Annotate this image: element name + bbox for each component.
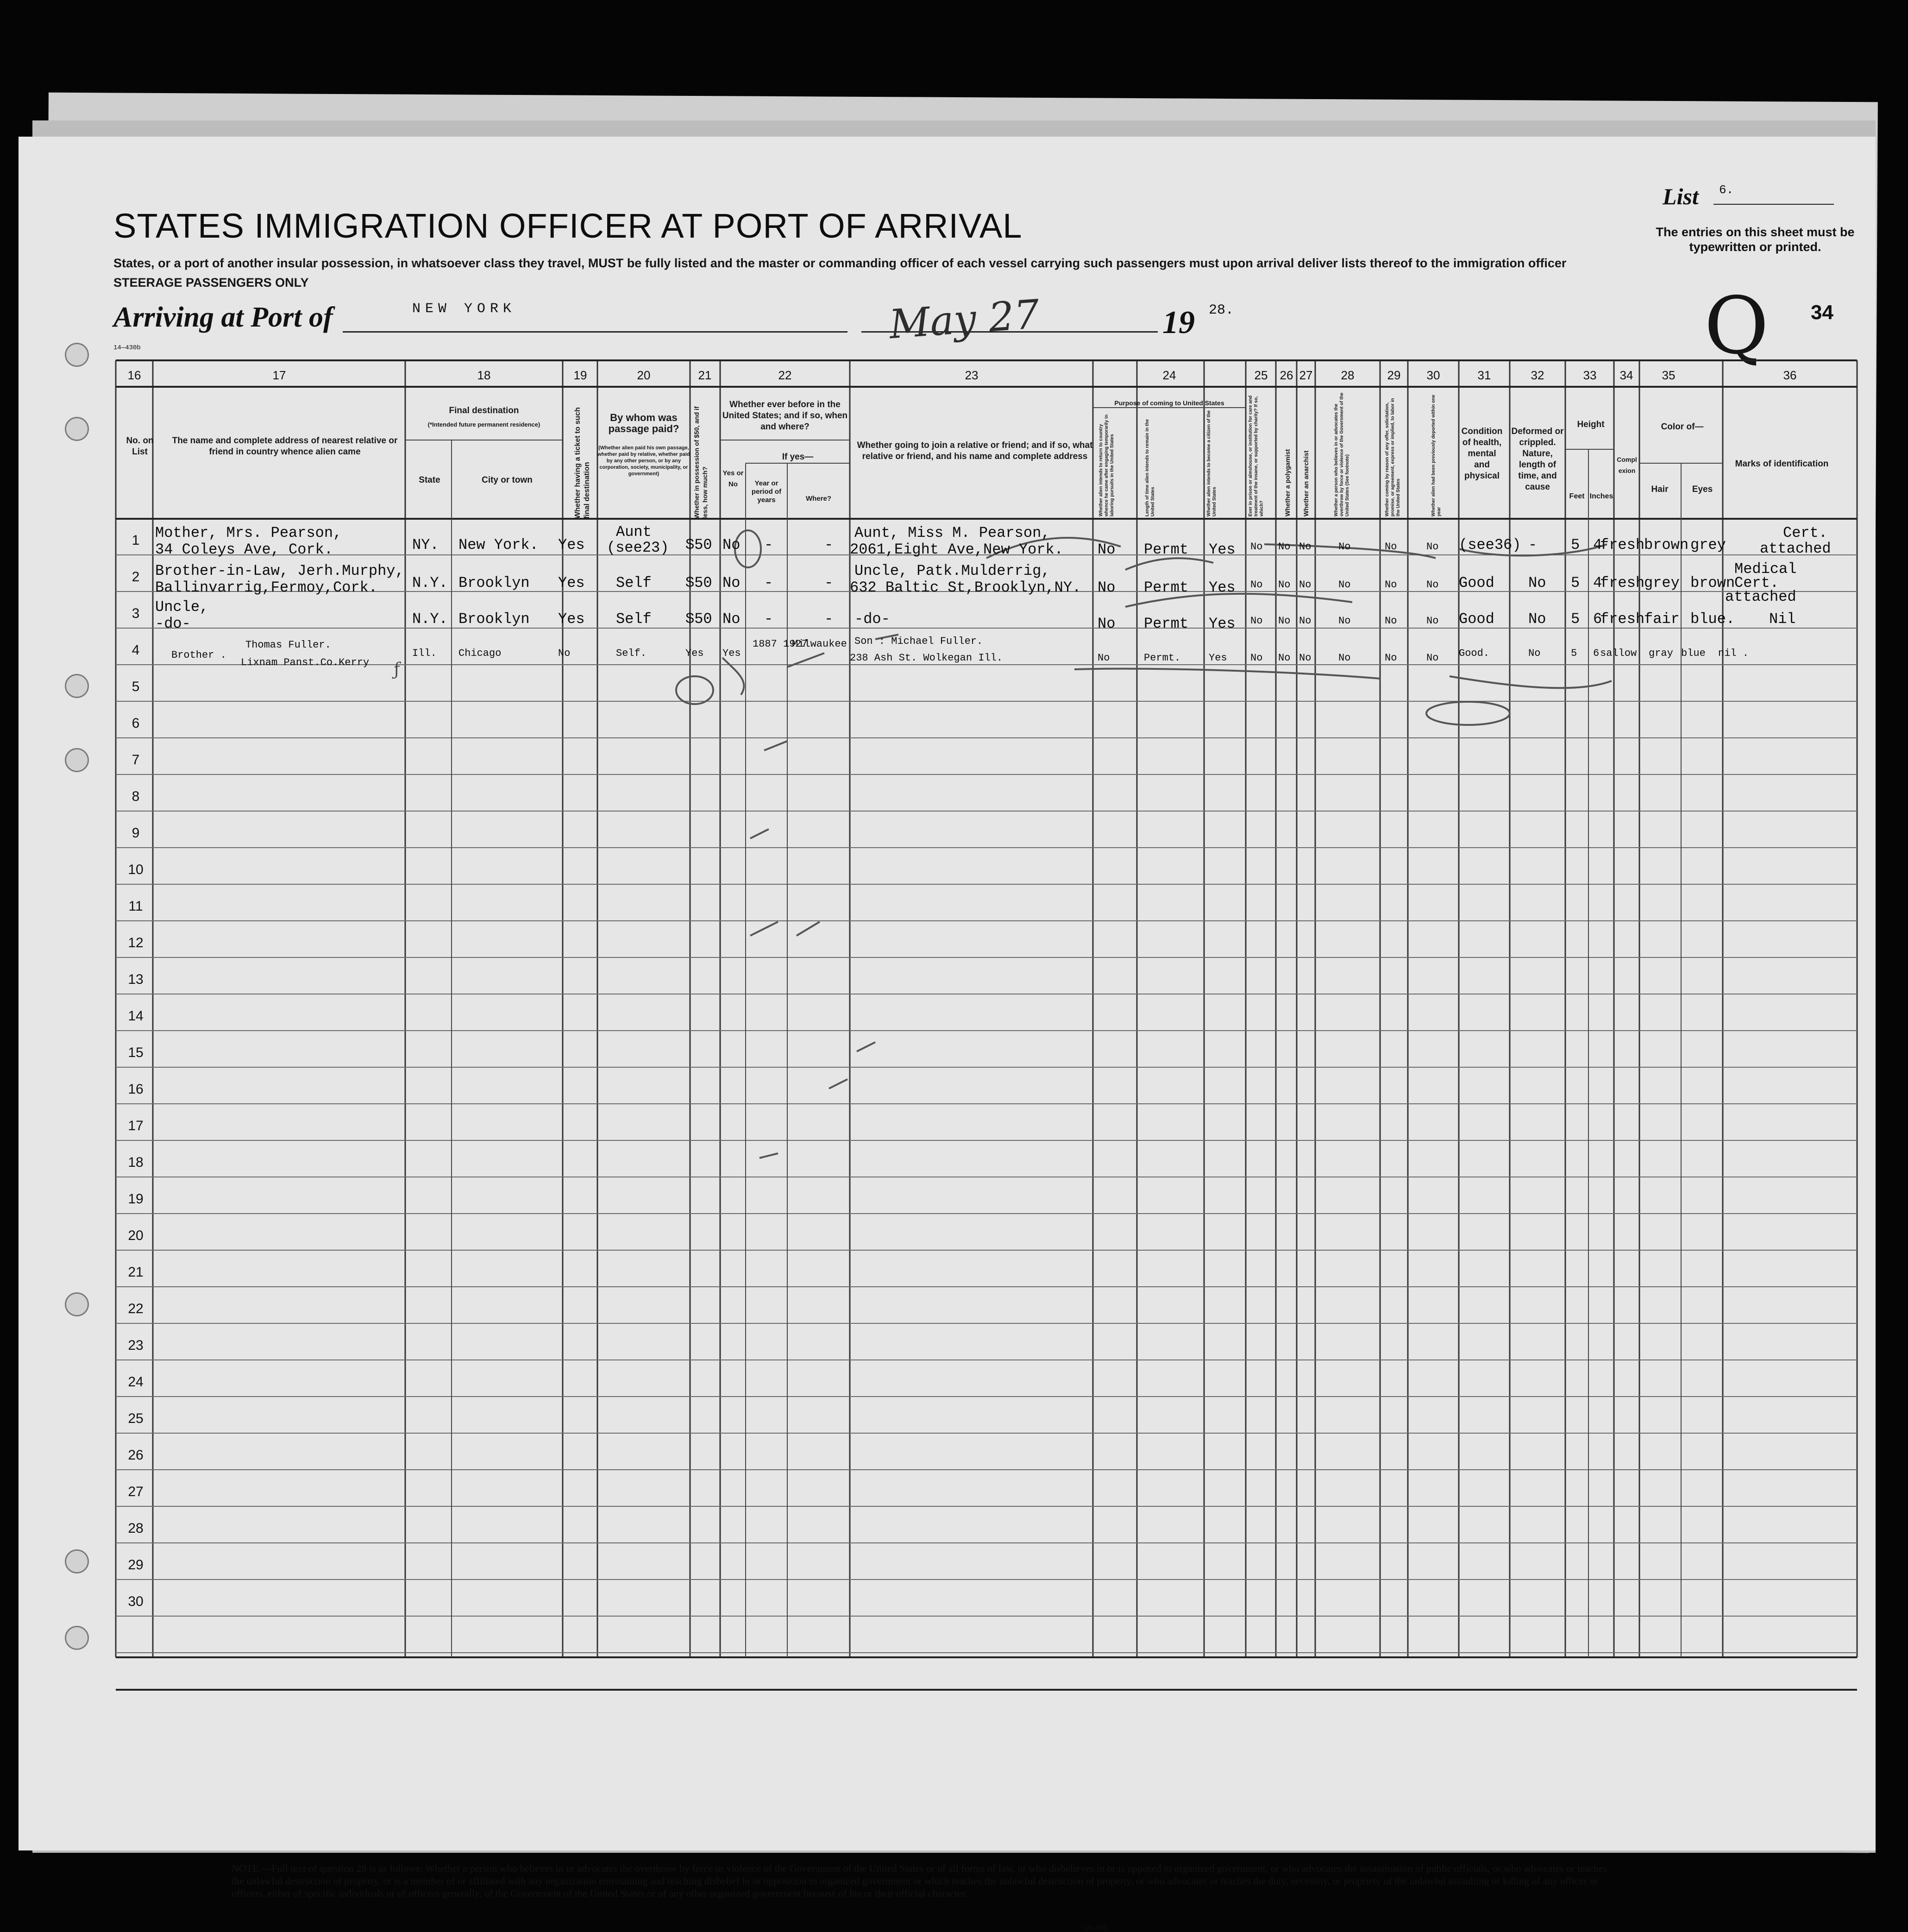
header-yes-no: Yes or No [722,469,744,488]
polygamist-value: No [1278,615,1291,627]
where-value: - [824,574,834,592]
money-value: $50 [685,610,712,628]
hair-value: grey [1644,574,1680,592]
footnote: NOTE.—Full text of question 28 is as follows: Whether a person who believes in or advocates the overthrow by force or violence of the Government of the United States or of all forms of law, or who disbelieves in or is opposed to organized government, or who advocates the assassination of public officials, or who advocates or teaches the unlawful destruction of property, or is a member of or affiliated with any organization entertaining and teaching disbelief in or opposition to organized government or which teaches the unlawful destruction of property, or who advocates or teaches the duty, necessity, or propriety of the unlawful assaulting or killing of any officer or officers, either of specific individuals or of officers generally, of the Government of the United States or of any other organized government because of his or their official character. [232,1863,1607,1899]
length-value: Permt [1144,615,1189,632]
column-number: 24 [1162,368,1176,382]
complexion-value: fresh [1600,574,1645,592]
join-relative-name: Aunt, Miss M. Pearson, [854,524,1050,541]
column-number: 31 [1477,368,1491,382]
column-number: 30 [1426,368,1440,382]
anarchist-value: No [1299,652,1312,664]
marks-value: Cert. [1783,524,1828,541]
return-value: No [1098,652,1110,664]
header-final-destination-note: (*Intended future permanent residence) [427,421,540,428]
deported-value: No [1426,615,1439,627]
header-join-relative: Whether going to join a relative or friend; and if so, what relative or friend, and his name and complete address [857,441,1093,461]
where-value: - [824,610,834,628]
city-value: Brooklyn [458,610,530,628]
ticket-value: Yes [558,574,585,592]
column-number: 20 [637,368,651,382]
deformed-value: No [1528,574,1546,592]
header-health: Condition of health, mental and physical [1461,427,1503,481]
header-eyes: Eyes [1692,485,1713,494]
header-before-us: Whether ever before in the United States; and if so, when and where? [722,400,848,432]
deported-value: No [1426,541,1439,553]
row-number: 28 [128,1521,144,1536]
header-passage-note: (Whether alien paid his own passage, whether paid by relative, whether paid by any other person, or by any corporation, society, municipality, or government) [597,445,690,477]
length-value: Permt. [1144,652,1181,664]
row-number: 10 [128,862,144,877]
relative-address: -do- [155,615,191,632]
marks-value: Nil [1769,610,1796,628]
complexion-value: fresh [1600,610,1645,628]
relative-address: Ballinvarrig,Fermoy,Cork. [155,579,378,596]
header-anarchist: Whether an anarchist [1302,450,1310,516]
eyes-value: blue [1681,648,1706,659]
header-ticket: Whether having a ticket to such final destination [574,407,591,519]
deformed-value: - [1528,536,1538,554]
row-number: 18 [128,1155,144,1170]
column-number: 33 [1583,368,1597,382]
health-value: Good [1459,610,1494,628]
inches-value: 4 [1593,536,1602,554]
marks-value: Cert. [1734,574,1779,592]
header-purpose: Purpose of coming to United States [1114,399,1224,407]
city-value: New York. [458,536,539,554]
header-city: City or town [482,475,533,485]
row-number: 29 [128,1557,144,1573]
polygamist-value: No [1278,579,1291,591]
row-number: 26 [128,1447,144,1463]
row-number: 12 [128,935,144,950]
footnote-form-number: 14—430 [1084,1925,1107,1932]
money-value: Yes [685,648,704,659]
row-number: 13 [128,972,144,987]
column-number: 28 [1341,368,1355,382]
list-number: 6. [1719,183,1734,197]
year-value: - [764,536,773,554]
anarchist-value: No [1299,615,1312,627]
health-value: (see36) [1459,536,1521,554]
header-money: Whether in possession of $50, and if less, how much? [693,406,709,519]
relative-address: Lixnam Panst.Co.Kerry [241,657,370,668]
header-overthrow: Whether a person who believes in or advocates the overthrow by force or violence of the Government of the United States (See footnote) [1334,392,1350,516]
where-value: Milwaukee [792,638,847,650]
relative-prefix: Brother . [171,649,226,661]
prison-value: No [1250,579,1263,591]
before-us-value: No [722,610,741,628]
citizen-value: Yes [1209,615,1236,632]
header-state: State [419,475,440,485]
labor-value: No [1385,615,1397,627]
row-number: 2 [132,569,140,585]
state-value: Ill. [412,648,437,659]
inches-value: 6 [1593,610,1602,628]
page-number: 34 [1811,301,1833,324]
feet-value: 5 [1571,574,1580,592]
return-value: No [1098,615,1116,632]
row-number: 9 [132,825,140,841]
column-number: 17 [272,368,286,382]
year-value: 1887 1927 [753,638,808,650]
money-value: $50 [685,536,712,554]
q-mark-handwritten: Q [1704,280,1769,372]
column-number: 21 [698,368,712,382]
header-marks: Marks of identification [1735,459,1829,469]
join-relative-name: -do- [854,610,890,628]
steerage-label: STEERAGE PASSENGERS ONLY [113,276,309,289]
header-passage: By whom was passage paid? [608,412,679,434]
join-relative-name: Son : Michael Fuller. [854,636,983,647]
header-no-on-list: No. on List [126,436,154,457]
row-number: 6 [132,716,140,731]
deported-value: No [1426,579,1439,591]
labor-value: No [1385,541,1397,553]
row-number: 1 [132,533,140,548]
header-prison: Ever in prison or almshouse, or institution for care and treatment of the insane, or supported by charity? If so, which? [1248,395,1264,516]
overthrow-value: No [1338,615,1351,627]
labor-value: No [1385,579,1397,591]
overthrow-value: No [1338,579,1351,591]
column-number: 35 [1662,368,1676,382]
relative-name: Uncle, [155,598,209,616]
header-if-yes: If yes— [782,452,814,462]
row-number: 27 [128,1484,144,1499]
row-number: 7 [132,752,140,768]
feet-value: 5 [1571,648,1577,659]
join-relative-name: Uncle, Patk.Mulderrig, [854,562,1050,579]
paid-by-value: Self. [616,648,647,659]
complexion-value: sallow [1600,648,1637,659]
relative-name: Brother-in-Law, Jerh.Murphy, [155,562,404,579]
year-value: - [764,610,773,628]
join-relative-address: 238 Ash St. Wolkegan Ill. [850,652,1003,664]
city-value: Chicago [458,648,502,659]
overthrow-value: No [1338,652,1351,664]
paid-by-value: Self [616,574,652,592]
year-value: - [764,574,773,592]
column-number: 34 [1619,368,1633,382]
column-number: 22 [778,368,792,382]
row-number: 11 [128,899,143,914]
column-number: 26 [1280,368,1293,382]
paid-by-note: (see23) [607,539,669,556]
prison-value: No [1250,615,1263,627]
header-return: Whether alien intends to return to country whence he came after engaging temporarily in laboring pursuits in the United States [1098,414,1115,516]
marks-value: attached [1725,588,1796,605]
citizen-value: Yes [1209,541,1236,558]
column-number: 23 [965,368,979,382]
header-height: Height [1577,420,1605,429]
polygamist-value: No [1278,652,1291,664]
row-number: 21 [128,1265,144,1280]
overthrow-value: No [1338,541,1351,553]
column-number: 29 [1387,368,1401,382]
inches-value: 4 [1593,574,1602,592]
city-value: Brooklyn [458,574,530,592]
header-final-destination: Final destination [449,406,519,415]
paid-by-value: Self [616,610,652,628]
year-suffix: 28. [1209,302,1234,318]
citizen-value: Yes [1209,579,1236,596]
deformed-value: No [1528,610,1546,628]
hair-value: gray [1649,648,1673,659]
column-number: 27 [1299,368,1313,382]
row-number: 30 [128,1594,144,1609]
header-polygamist: Whether a polygamist [1284,449,1291,516]
header-year: Year or period of years [751,479,782,504]
marks-value: Medical [1734,560,1797,578]
header-citizen: Whether alien intends to become a citizen of the United States [1206,410,1217,516]
form-instruction: States, or a port of another insular possession, in whatsoever class they travel, MUST be fully listed and the master or commanding officer of each vessel carrying such passengers must upon arrival deliver lists thereof to the immigration officer [113,256,1567,270]
citizen-value: Yes [1209,652,1227,664]
state-value: NY. [412,536,439,554]
header-feet: Feet [1569,492,1585,500]
row-number: 25 [128,1411,144,1426]
prison-value: No [1250,541,1263,553]
row-number: 20 [128,1228,144,1243]
state-value: N.Y. [412,574,448,592]
return-value: No [1098,579,1116,596]
column-number: 32 [1531,368,1544,382]
handwritten-annotation: ƒ [392,660,402,680]
row-number: 3 [132,606,140,621]
join-relative-address: 2061,Eight Ave,New York. [850,541,1063,558]
row-number: 23 [128,1338,144,1353]
row-number: 22 [128,1301,144,1316]
eyes-value: brown [1690,574,1735,592]
list-label: List [1663,183,1699,209]
header-where: Where? [805,495,831,503]
marks-value: nil . [1718,648,1749,659]
anarchist-value: No [1299,579,1312,591]
year-prefix: 19 [1162,305,1195,340]
health-value: Good. [1459,648,1490,659]
header-length: Length of time alien intends to remain in the United States [1145,419,1155,516]
return-value: No [1098,541,1116,558]
deported-value: No [1426,652,1439,664]
polygamist-value: No [1278,541,1291,553]
length-value: Permt [1144,579,1189,596]
header-deformed: Deformed or crippled. Nature, length of time, and cause [1511,427,1564,492]
port-value: NEW YORK [412,301,516,317]
health-value: Good [1459,574,1494,592]
relative-address: 34 Coleys Ave, Cork. [155,541,333,558]
row-number: 16 [128,1082,144,1097]
labor-value: No [1385,652,1397,664]
length-value: Permt [1144,541,1189,558]
form-title: STATES IMMIGRATION OFFICER AT PORT OF ARRIVAL [113,207,1023,245]
row-number: 24 [128,1374,144,1390]
feet-value: 5 [1571,536,1580,554]
eyes-value: blue. [1690,610,1735,628]
ticket-value: Yes [558,536,585,554]
header-inches: Inches [1589,492,1613,500]
column-number: 36 [1783,368,1797,382]
inches-value: 6 [1593,648,1600,659]
header-hair: Hair [1651,485,1669,494]
deformed-value: No [1528,648,1541,659]
header-labor: Whether coming by reason of any offer, solicitation, promise, or agreement, express or implied, to labor in the United States [1385,398,1401,516]
ticket-value: Yes [558,610,585,628]
feet-value: 5 [1571,610,1580,628]
header-deported: Whether alien had been previously deported within one year [1431,395,1442,516]
prison-value: No [1250,652,1263,664]
column-number: 19 [573,368,587,382]
complexion-value: fresh [1600,536,1645,554]
column-number: 16 [127,368,141,382]
ticket-value: No [558,648,571,659]
arrival-date-handwritten: May 27 [887,291,1041,348]
row-number: 17 [128,1118,144,1133]
row-number: 8 [132,789,140,804]
before-us-value: No [722,574,741,592]
row-number: 5 [132,679,140,694]
row-number: 15 [128,1045,144,1060]
typewritten-note: The entries on this sheet must be typewritten or printed. [1656,225,1855,254]
marks-value: attached [1760,540,1831,557]
money-value: $50 [685,574,712,592]
hair-value: fair [1644,610,1680,628]
where-value: - [824,536,834,554]
relative-name: Mother, Mrs. Pearson, [155,524,342,541]
arriving-label: Arriving at Port of [113,302,333,333]
anarchist-value: No [1299,541,1312,553]
row-number: 14 [128,1008,144,1024]
before-us-value: No [722,536,741,554]
column-number: 25 [1254,368,1268,382]
join-relative-address: 632 Baltic St,Brooklyn,NY. [850,579,1081,596]
column-number: 18 [477,368,491,382]
relative-name: Thomas Fuller. [245,639,331,651]
eyes-value: grey [1690,536,1726,554]
row-number: 4 [132,642,140,658]
header-color: Color of— [1661,422,1704,432]
paid-by-value: Aunt [616,523,652,541]
form-number: 14—430b [113,344,141,352]
header-relative: The name and complete address of nearest relative or friend in country whence alien came [172,436,398,457]
before-us-value: Yes [722,648,741,659]
header-complexion: Complexion [1617,456,1637,474]
state-value: N.Y. [412,610,448,628]
hair-value: brown [1644,536,1689,554]
row-number: 19 [128,1191,144,1207]
